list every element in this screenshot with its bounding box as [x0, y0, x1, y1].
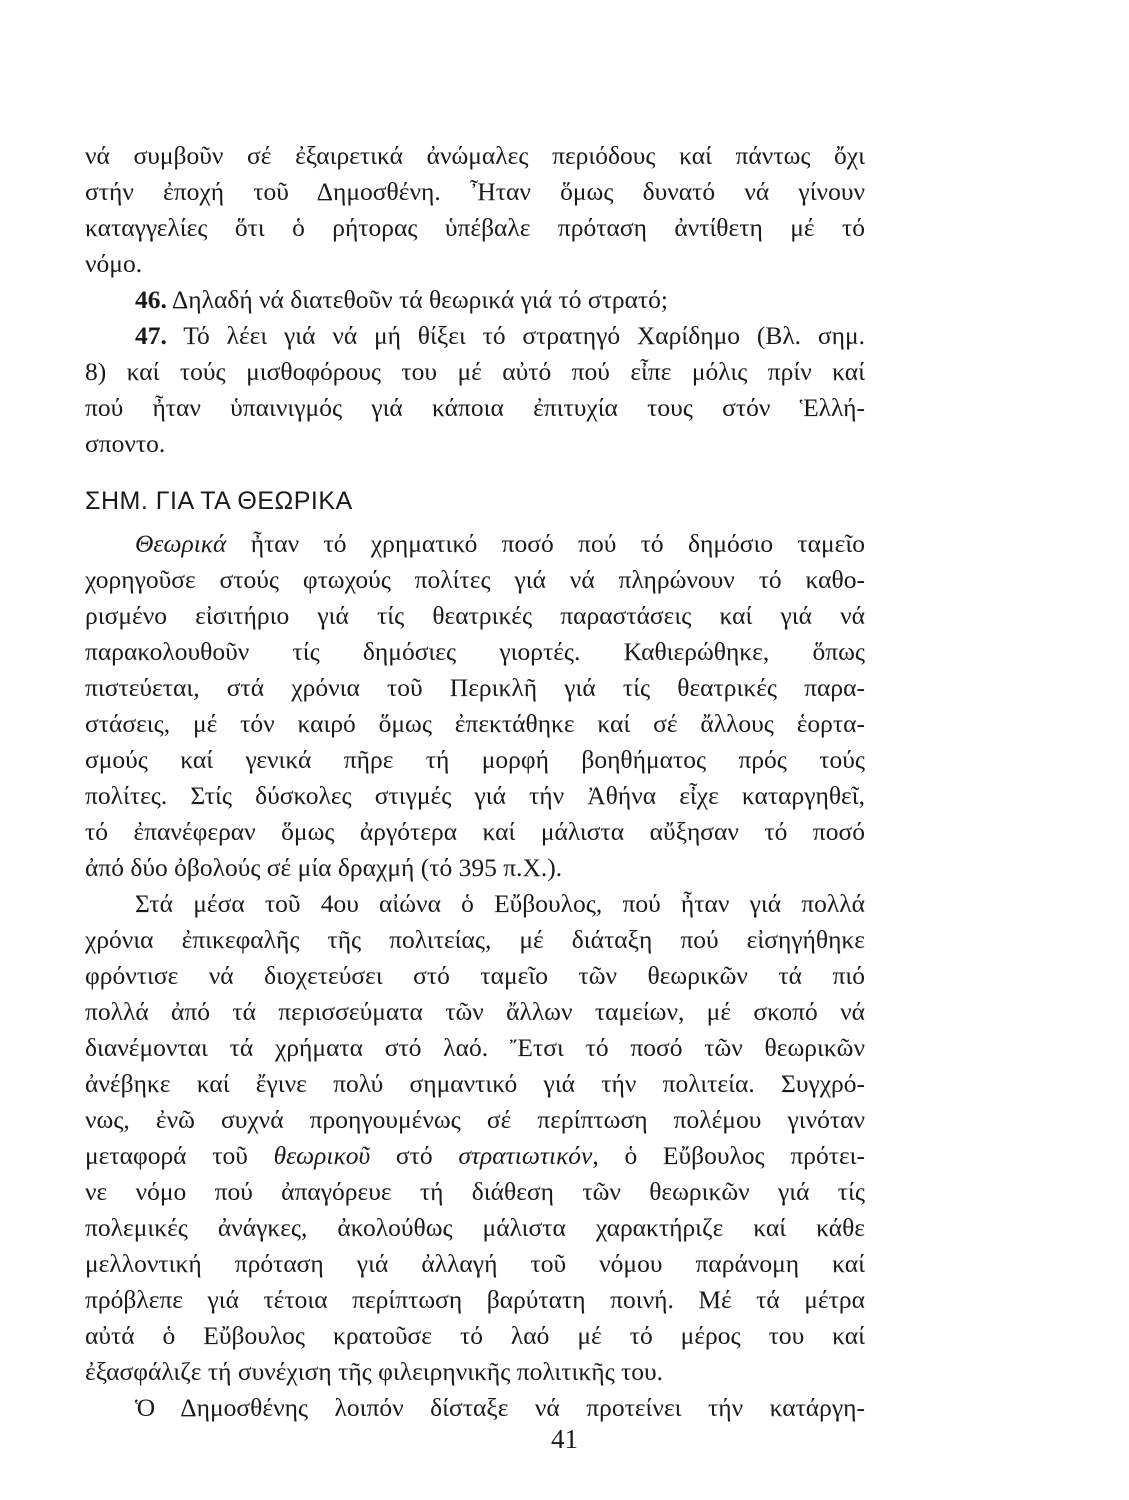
paragraph-line: φρόντισε νά διοχετεύσει στό ταμεῖο τῶν θεωρικῶν τά πιό — [85, 961, 865, 990]
paragraph-line — [85, 1138, 865, 1174]
paragraph-line: τό ἐπανέφεραν ὅμως ἀργότερα καί μάλιστα αὔξησαν τό ποσό — [85, 817, 865, 846]
italic-term: στρατιωτικόν — [458, 1141, 593, 1170]
note-number: 46. — [135, 285, 167, 314]
note-number: 47. — [135, 321, 167, 350]
note-46 — [135, 282, 865, 318]
paragraph-line: νε νόμο πού ἀπαγόρευε τή διάθεση τῶν θεωρικῶν γιά τίς — [85, 1177, 865, 1206]
paragraph-text: μεταφορά τοῦ — [85, 1141, 274, 1170]
paragraph-line: πολίτες. Στίς δύσκολες στιγμές γιά τήν Ἀθήνα εἶχε καταργηθεῖ, — [85, 781, 865, 810]
paragraph-line: χορηγοῦσε στούς φτωχούς πολίτες γιά νά πληρώνουν τό καθο- — [85, 565, 865, 594]
paragraph-line: παρακολουθοῦν τίς δημόσιες γιορτές. Καθιερώθηκε, ὅπως — [85, 637, 865, 666]
paragraph-text: , ὁ Εὔβουλος πρότει- — [592, 1141, 866, 1170]
note-line: στήν ἐποχή τοῦ Δημοσθένη. Ἦταν ὅμως δυνατό νά γίνουν — [85, 177, 865, 206]
section-heading: ΣΗΜ. ΓΙΑ ΤΑ ΘΕΩΡΙΚΑ — [85, 487, 353, 515]
paragraph-line: αὐτά ὁ Εὔβουλος κρατοῦσε τό λαό μέ τό μέρος του καί — [85, 1321, 865, 1350]
note-47 — [135, 318, 865, 354]
paragraph-line: πολλά ἀπό τά περισσεύματα τῶν ἄλλων ταμείων, μέ σκοπό νά — [85, 997, 865, 1026]
italic-term: Θεωρικά — [135, 529, 227, 558]
note-line: νόμο. — [85, 249, 143, 278]
note-text: Δηλαδή νά διατεθοῦν τά θεωρικά γιά τό στρατό; — [171, 285, 669, 314]
paragraph-line: σμούς καί γενικά πῆρε τή μορφή βοηθήματος πρός τούς — [85, 745, 865, 774]
paragraph-text: ἦταν τό χρηματικό ποσό πού τό δημόσιο ταμεῖο — [226, 529, 865, 558]
paragraph-line — [135, 526, 865, 562]
paragraph-text: στό — [370, 1141, 459, 1170]
page-number: 41 — [551, 1424, 578, 1454]
paragraph-line: διανέμονται τά χρήματα στό λαό. Ἔτσι τό ποσό τῶν θεωρικῶν — [85, 1033, 865, 1062]
paragraph-line: πρόβλεπε γιά τέτοια περίπτωση βαρύτατη ποινή. Μέ τά μέτρα — [85, 1285, 865, 1314]
paragraph-line: Ὁ Δημοσθένης λοιπόν δίσταξε νά προτείνει τήν κατάργη- — [135, 1393, 865, 1422]
paragraph-line: μελλοντική πρόταση γιά ἀλλαγή τοῦ νόμου παράνομη καί — [85, 1249, 865, 1278]
paragraph-line: πολεμικές ἀνάγκες, ἀκολούθως μάλιστα χαρακτήριζε καί κάθε — [85, 1213, 865, 1242]
paragraph-line: χρόνια ἐπικεφαλῆς τῆς πολιτείας, μέ διάταξη πού εἰσηγήθηκε — [85, 925, 865, 954]
paragraph-line: ἀπό δύο ὀβολούς σέ μία δραχμή (τό 395 π.Χ.). — [85, 853, 563, 882]
paragraph-line: ἀνέβηκε καί ἔγινε πολύ σημαντικό γιά τήν πολιτεία. Συγχρό- — [85, 1069, 865, 1098]
paragraph-line: ἐξασφάλιζε τή συνέχιση τῆς φιλειρηνικῆς πολιτικῆς του. — [85, 1357, 664, 1386]
note-line: νά συμβοῦν σέ ἐξαιρετικά ἀνώμαλες περιόδους καί πάντως ὄχι — [85, 141, 865, 170]
note-text: Τό λέει γιά νά μή θίξει τό στρατηγό Χαρίδημο (Βλ. σημ. — [183, 321, 865, 350]
paragraph-line: Στά μέσα τοῦ 4ου αἰώνα ὁ Εὔβουλος, πού ἦταν γιά πολλά — [135, 889, 865, 918]
paragraph-line: στάσεις, μέ τόν καιρό ὅμως ἐπεκτάθηκε καί σέ ἄλλους ἑορτα- — [85, 709, 865, 738]
paragraph-line: πιστεύεται, στά χρόνια τοῦ Περικλῆ γιά τίς θεατρικές παρα- — [85, 673, 865, 702]
paragraph-line: νως, ἐνῶ συχνά προηγουμένως σέ περίπτωση πολέμου γινόταν — [85, 1105, 865, 1134]
paragraph-line: ρισμένο εἰσιτήριο γιά τίς θεατρικές παραστάσεις καί γιά νά — [85, 601, 865, 630]
note-line: 8) καί τούς μισθοφόρους του μέ αὐτό πού εἶπε μόλις πρίν καί — [85, 357, 865, 386]
note-line: σποντο. — [85, 429, 166, 458]
italic-term: θεωρικοῦ — [273, 1141, 371, 1170]
note-line: καταγγελίες ὅτι ὁ ρήτορας ὑπέβαλε πρόταση ἀντίθετη μέ τό — [85, 213, 865, 242]
note-line: πού ἦταν ὑπαινιγμός γιά κάποια ἐπιτυχία τους στόν Ἑλλή- — [85, 393, 865, 422]
